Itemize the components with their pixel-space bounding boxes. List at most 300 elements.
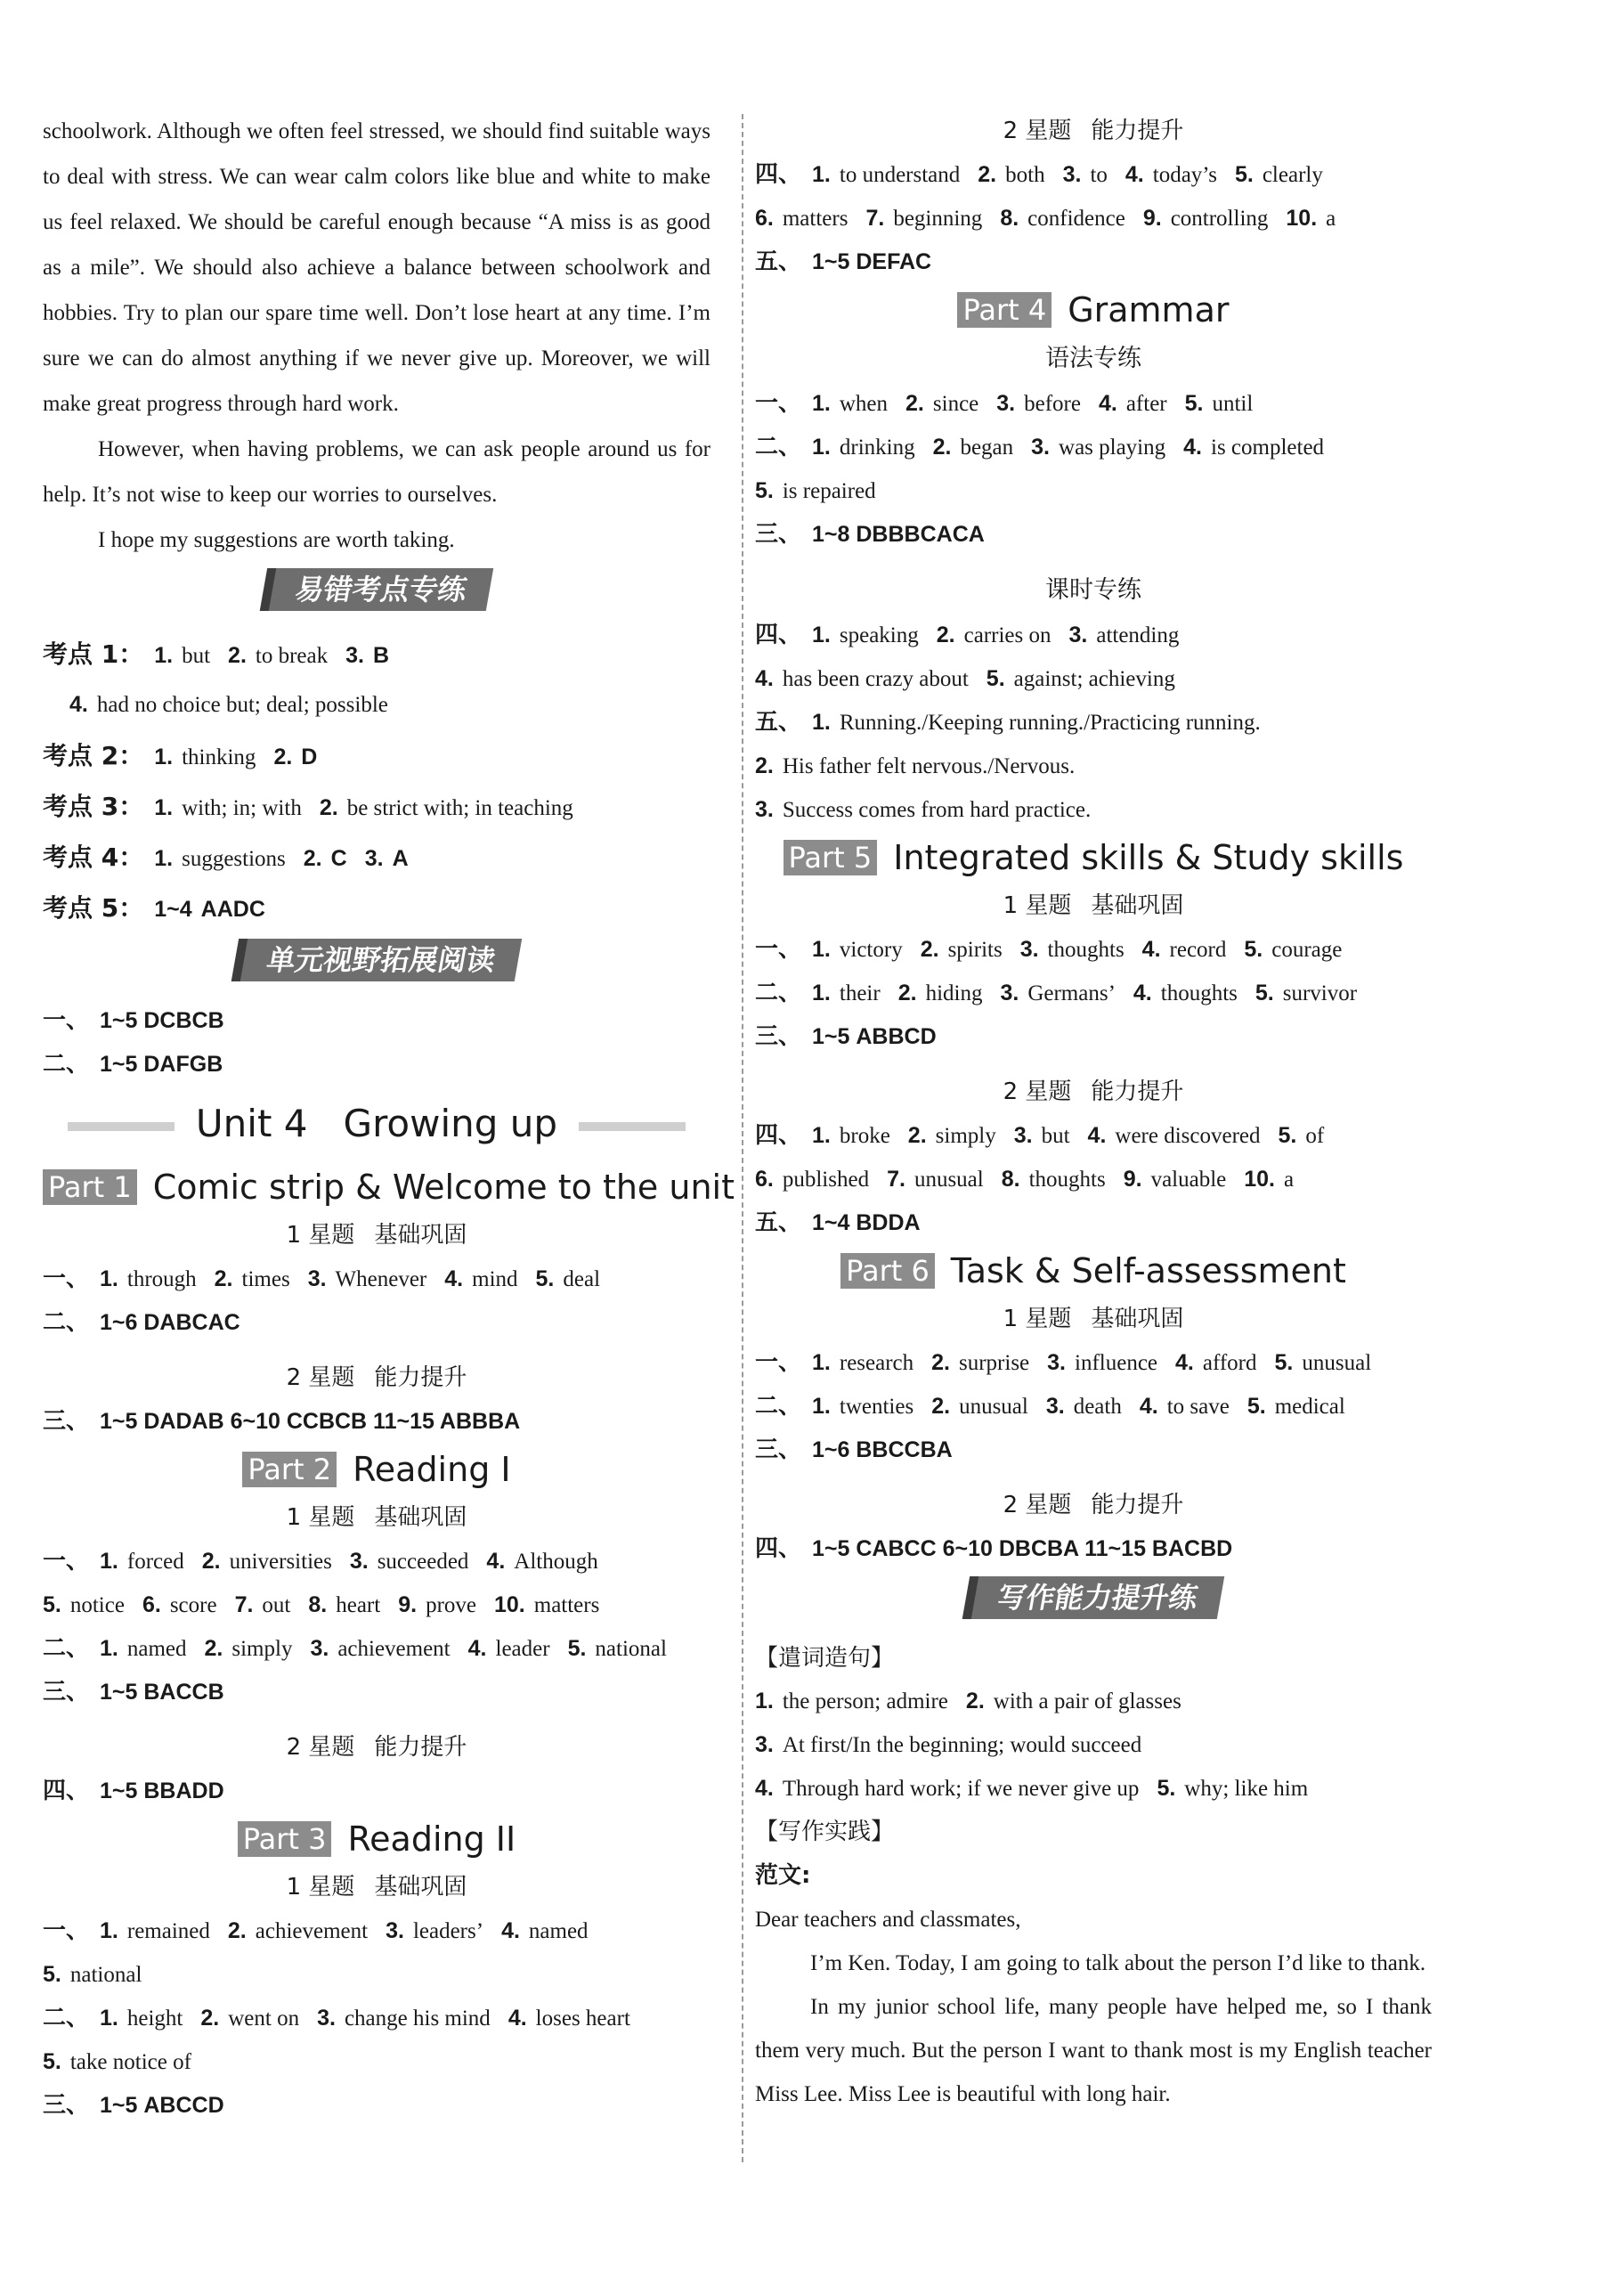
answer-row	[43, 2084, 710, 2128]
item-answer: drinking	[839, 435, 915, 460]
item-answer: mind	[472, 1267, 518, 1291]
part-tag: Part 1	[43, 1169, 137, 1205]
banner-yicuo: 易错考点专练	[260, 568, 493, 611]
part-heading	[43, 1813, 710, 1865]
star-level-label: 1 星题	[1003, 892, 1072, 919]
star-level	[43, 1213, 710, 1258]
item-number: 1~4	[154, 897, 192, 922]
spacer	[43, 1714, 710, 1725]
item-answer: thoughts	[1047, 938, 1125, 962]
row-label: 一、	[755, 1349, 802, 1376]
answer-row	[43, 999, 710, 1043]
answer-row	[755, 240, 1432, 284]
item-answer: carries on	[963, 623, 1052, 647]
item-number: 10.	[1244, 1167, 1276, 1192]
item-answer: Whenever	[335, 1267, 427, 1291]
answer-row	[43, 1043, 710, 1087]
part-title: Reading II	[347, 1819, 516, 1859]
item-number: 3.	[349, 1549, 369, 1574]
row-label: 四、	[755, 161, 802, 188]
qianci-title: 【遣词造句】	[755, 1645, 895, 1672]
row-label: 一、	[755, 390, 802, 417]
item-number: 6.	[142, 1592, 161, 1617]
answer-row	[755, 701, 1432, 745]
row-label: 五、	[755, 248, 802, 275]
item-answer: with a pair of glasses	[993, 1689, 1181, 1713]
part-title: Task & Self-assessment	[950, 1251, 1346, 1290]
answer-row	[755, 657, 1432, 701]
item-answer: universities	[229, 1550, 332, 1574]
item-answer: AADC	[200, 897, 265, 922]
star-level-name: 能力提升	[374, 1364, 467, 1391]
item-number: 1.	[812, 710, 831, 735]
item-answer: matters	[533, 1593, 600, 1617]
row-label: 二、	[43, 1309, 90, 1336]
item-answer: take notice of	[69, 2050, 191, 2074]
star-level-name: 能力提升	[1091, 118, 1184, 144]
answer-key: 1~5 BBADD	[100, 1778, 224, 1803]
row-label: 三、	[43, 1408, 90, 1435]
answer-row	[43, 1997, 710, 2040]
star-level-label: 1 星题	[1003, 1306, 1072, 1332]
part-tag: Part 2	[242, 1452, 337, 1487]
item-number: 2.	[931, 1394, 951, 1419]
star-level-label: 2 星题	[1003, 118, 1072, 144]
item-answer: change his mind	[344, 2006, 491, 2031]
answer-row	[43, 1540, 710, 1583]
item-answer: named	[126, 1637, 187, 1661]
row-label: 考点 4：	[43, 842, 144, 872]
answer-row	[43, 1400, 710, 1444]
item-answer: unusual	[1302, 1351, 1372, 1375]
banner-xiezuo: 写作能力提升练	[962, 1576, 1224, 1619]
item-answer: but	[1041, 1124, 1070, 1148]
item-answer: of	[1305, 1124, 1325, 1148]
row-label: 考点 1：	[43, 639, 144, 669]
row-label: 三、	[755, 1023, 802, 1050]
item-answer: medical	[1274, 1395, 1345, 1419]
fanwen-paragraph: I’m Ken. Today, I am going to talk about the person I’d like to thank.	[810, 1951, 1426, 1975]
item-number: 7.	[865, 206, 885, 231]
item-number: 5.	[1184, 391, 1204, 416]
item-answer: loses heart	[535, 2006, 630, 2031]
item-number: 2.	[905, 391, 924, 416]
item-answer: is completed	[1211, 435, 1325, 460]
item-number: 4.	[69, 692, 88, 717]
item-answer: a	[1326, 207, 1336, 231]
item-number: 5.	[1274, 1350, 1294, 1375]
answer-key: 1~5 DEFAC	[812, 249, 932, 274]
item-answer: began	[960, 435, 1014, 460]
item-number: 4.	[1133, 981, 1152, 1005]
item-answer: is repaired	[782, 479, 876, 503]
item-number: 4.	[1125, 162, 1144, 187]
item-answer: deal	[563, 1267, 601, 1291]
row-label: 三、	[43, 1679, 90, 1705]
item-number: 5.	[535, 1266, 555, 1291]
star-level	[43, 1865, 710, 1909]
item-number: 4.	[1183, 435, 1202, 460]
part-title: Comic strip & Welcome to the unit	[152, 1168, 735, 1207]
item-number: 1.	[812, 937, 831, 962]
item-answer: valuable	[1150, 1168, 1227, 1192]
item-number: 3.	[1000, 981, 1019, 1005]
item-answer: spirits	[947, 938, 1003, 962]
item-answer: remained	[126, 1919, 210, 1943]
row-label: 一、	[43, 1548, 90, 1575]
part-title: Reading I	[353, 1450, 511, 1489]
item-answer: simply	[935, 1124, 996, 1148]
answer-row	[755, 1015, 1432, 1059]
item-number: 6.	[755, 1167, 774, 1192]
answer-row	[755, 614, 1432, 657]
item-answer: after	[1125, 392, 1167, 416]
answer-row	[43, 629, 710, 680]
answer-key: 1~5 ABCCD	[100, 2093, 224, 2118]
answer-row	[755, 513, 1432, 557]
essay-paragraph: However, when having problems, we can ask people around us for help. It’s not wise to keep our worries to ourselves.	[43, 437, 710, 507]
item-number: 2.	[897, 981, 917, 1005]
answer-row	[755, 153, 1432, 197]
answer-row	[43, 2040, 710, 2084]
answer-key: 1~5 DADAB 6~10 CCBCB 11~15 ABBBA	[100, 1409, 521, 1434]
row-label: 一、	[43, 1917, 90, 1944]
part3-section	[43, 1813, 710, 2128]
banner-yuedu: 单元视野拓展阅读	[231, 939, 522, 981]
item-number: 3.	[1062, 162, 1082, 187]
part-tag: Part 4	[957, 292, 1052, 328]
item-number: 1.	[812, 391, 831, 416]
item-number: 8.	[308, 1592, 328, 1617]
star-level	[43, 1355, 710, 1400]
item-answer: national	[595, 1637, 667, 1661]
answer-row	[755, 1723, 1432, 1767]
spacer	[755, 1059, 1432, 1070]
section-banner	[43, 939, 710, 994]
item-answer: Through hard work; if we never give up	[782, 1777, 1140, 1801]
row-label: 三、	[755, 521, 802, 548]
item-number: 2.	[755, 753, 774, 778]
item-number: 3.	[755, 797, 774, 822]
item-number: 4.	[486, 1549, 506, 1574]
answer-row	[43, 1301, 710, 1345]
item-answer: through	[126, 1267, 197, 1291]
item-number: 5.	[1157, 1776, 1176, 1801]
kaodian-block	[43, 629, 710, 933]
answer-row	[755, 426, 1432, 469]
item-number: 2.	[200, 2006, 220, 2031]
item-number: 1.	[812, 1123, 831, 1148]
item-answer: D	[301, 745, 318, 769]
answer-key: 1~8 DBBBCACA	[812, 522, 985, 547]
item-number: 2.	[227, 1918, 247, 1943]
item-answer: Success comes from hard practice.	[782, 798, 1092, 822]
part-tag: Part 3	[238, 1821, 332, 1857]
item-number: 10.	[493, 1592, 525, 1617]
fanwen-paragraph: In my junior school life, many people have helped me, so I thank them very much. But the person I want to thank most is my English teacher Miss Lee. Miss Lee is beautiful with long hair.	[755, 1995, 1432, 2106]
answer-row	[755, 788, 1432, 832]
title-bar-left	[68, 1122, 175, 1131]
item-number: 1.	[812, 162, 831, 187]
item-number: 1.	[812, 435, 831, 460]
answer-row	[43, 781, 710, 832]
answer-row	[43, 680, 710, 730]
item-number: 3.	[1068, 623, 1088, 647]
item-number: 9.	[1123, 1167, 1142, 1192]
star-level-label: 1 星题	[286, 1504, 355, 1531]
item-answer: clearly	[1262, 163, 1323, 187]
item-answer: twenties	[839, 1395, 914, 1419]
item-number: 4.	[1175, 1350, 1194, 1375]
item-number: 3.	[345, 643, 364, 668]
item-number: 5.	[1244, 937, 1263, 962]
star-level	[755, 1297, 1432, 1341]
item-number: 8.	[1001, 1167, 1020, 1192]
item-number: 3.	[386, 1918, 404, 1943]
part-heading	[755, 832, 1432, 883]
item-number: 2.	[965, 1689, 985, 1713]
item-answer: survivor	[1282, 981, 1358, 1005]
star-level-label: 2 星题	[286, 1734, 355, 1761]
item-number: 2.	[936, 623, 955, 647]
part6-section	[755, 1245, 1432, 1571]
star-level-name: 能力提升	[1091, 1078, 1184, 1105]
answer-row	[755, 1527, 1432, 1571]
part2-section	[43, 1444, 710, 1813]
item-number: 4.	[755, 666, 774, 691]
item-answer: were discovered	[1115, 1124, 1261, 1148]
item-answer: published	[782, 1168, 870, 1192]
row-label: 一、	[43, 1007, 90, 1034]
unit-title	[43, 1087, 710, 1161]
item-answer: confidence	[1027, 207, 1125, 231]
section-banner	[43, 568, 710, 623]
row-label: 四、	[755, 1122, 802, 1149]
row-label: 二、	[755, 1393, 802, 1420]
item-number: 5.	[1278, 1123, 1297, 1148]
answer-key: 1~6 BBCCBA	[812, 1437, 953, 1462]
item-number: 1.	[812, 981, 831, 1005]
item-answer: victory	[839, 938, 903, 962]
item-answer: score	[169, 1593, 217, 1617]
item-number: 3.	[755, 1732, 774, 1757]
item-answer: when	[839, 392, 889, 416]
item-number: 2.	[319, 795, 338, 820]
answer-key: 1~5 ABBCD	[812, 1024, 937, 1049]
star-level	[755, 883, 1432, 928]
answer-key: 1~5 BACCB	[100, 1680, 224, 1705]
item-answer: simply	[231, 1637, 293, 1661]
item-answer: unusual	[914, 1168, 984, 1192]
item-answer: out	[262, 1593, 291, 1617]
item-number: 5.	[1255, 981, 1274, 1005]
answer-row	[43, 1583, 710, 1627]
item-answer: was playing	[1059, 435, 1166, 460]
item-number: 2.	[201, 1549, 221, 1574]
item-answer: afford	[1202, 1351, 1257, 1375]
item-number: 4.	[508, 2006, 527, 2031]
part-heading	[43, 1444, 710, 1495]
star-level	[43, 1495, 710, 1540]
item-number: 4.	[755, 1776, 774, 1801]
star-level-label: 2 星题	[1003, 1492, 1072, 1518]
star-level-name: 基础巩固	[374, 1874, 467, 1901]
star-level-label: 2 星题	[286, 1364, 355, 1391]
item-answer: research	[839, 1351, 914, 1375]
answer-key: 1~5 DCBCB	[100, 1008, 224, 1033]
item-answer: controlling	[1170, 207, 1269, 231]
fanwen-label: 范文:	[755, 1862, 811, 1889]
essay-paragraph: I hope my suggestions are worth taking.	[98, 528, 455, 552]
item-answer: why; like him	[1184, 1777, 1309, 1801]
answer-row	[755, 1158, 1432, 1201]
item-number: 3.	[996, 391, 1016, 416]
item-number: 1.	[154, 795, 174, 820]
part5-section	[755, 832, 1432, 1245]
item-answer: succeeded	[377, 1550, 469, 1574]
item-number: 1.	[154, 643, 174, 668]
row-label: 二、	[43, 1051, 90, 1078]
item-number: 5.	[986, 666, 1005, 691]
row-label: 一、	[43, 1266, 90, 1292]
item-answer: His father felt nervous./Nervous.	[782, 754, 1076, 778]
item-answer: Although	[514, 1550, 598, 1574]
star-level-name: 能力提升	[1091, 1492, 1184, 1518]
item-answer: went on	[228, 2006, 300, 2031]
item-answer: but	[182, 644, 211, 668]
item-answer: has been crazy about	[782, 667, 969, 691]
item-answer: matters	[782, 207, 849, 231]
part-tag: Part 6	[840, 1253, 935, 1289]
item-number: 3.	[364, 846, 384, 871]
answer-row	[755, 745, 1432, 788]
item-answer: thinking	[182, 745, 256, 769]
item-number: 2.	[273, 745, 293, 769]
item-answer: named	[528, 1919, 589, 1943]
item-number: 2.	[303, 846, 322, 871]
item-number: 1.	[755, 1689, 774, 1713]
item-answer: thoughts	[1160, 981, 1238, 1005]
item-answer: today’s	[1152, 163, 1217, 187]
answer-key: 1~6 DABCAC	[100, 1310, 240, 1335]
item-answer: surprise	[959, 1351, 1030, 1375]
section-banner	[755, 1576, 1432, 1632]
item-number: 3.	[310, 1636, 329, 1661]
star-level-label: 1 星题	[286, 1874, 355, 1901]
item-number: 4.	[444, 1266, 464, 1291]
item-answer: before	[1024, 392, 1081, 416]
item-answer: be strict with; in teaching	[346, 796, 573, 820]
item-answer: national	[69, 1963, 142, 1987]
answer-row	[43, 1671, 710, 1714]
item-number: 2.	[228, 643, 247, 668]
answer-key: 1~4 BDDA	[812, 1210, 921, 1235]
star-level-name: 能力提升	[374, 1734, 467, 1761]
item-answer: C	[330, 846, 347, 871]
item-number: 6.	[755, 206, 774, 231]
row-label: 二、	[755, 980, 802, 1006]
answer-key: 1~5 DAFGB	[100, 1052, 223, 1077]
item-number: 5.	[1234, 162, 1254, 187]
qianci-block	[755, 1680, 1432, 1811]
column-divider	[742, 114, 743, 2162]
item-number: 5.	[755, 478, 774, 503]
item-number: 4.	[467, 1636, 487, 1661]
item-answer: courage	[1271, 938, 1343, 962]
row-label: 五、	[755, 709, 802, 736]
spacer	[755, 557, 1432, 567]
row-label: 考点 2：	[43, 741, 144, 770]
row-label: 五、	[755, 1209, 802, 1236]
item-number: 10.	[1286, 206, 1318, 231]
item-answer: influence	[1075, 1351, 1158, 1375]
item-number: 4.	[1098, 391, 1117, 416]
item-number: 5.	[43, 1962, 61, 1987]
item-answer: the person; admire	[782, 1689, 948, 1713]
row-label: 二、	[43, 1635, 90, 1662]
item-answer: to	[1090, 163, 1108, 187]
item-answer: hiding	[925, 981, 983, 1005]
shijian-title: 【写作实践】	[755, 1819, 895, 1845]
item-answer: height	[126, 2006, 183, 2031]
item-number: 2.	[907, 1123, 927, 1148]
row-label: 考点 5：	[43, 893, 144, 923]
yuedu-block	[43, 999, 710, 1087]
row-label: 四、	[43, 1778, 90, 1804]
item-answer: prove	[426, 1593, 476, 1617]
item-number: 4.	[1139, 1394, 1158, 1419]
row-label: 二、	[43, 2005, 90, 2031]
item-answer: achievement	[255, 1919, 369, 1943]
unit-title-text: Unit 4 Growing up	[195, 1102, 558, 1145]
answer-row	[43, 1770, 710, 1813]
item-number: 1.	[100, 2006, 118, 2031]
item-number: 3.	[1045, 1394, 1065, 1419]
star-level-label: 1 星题	[286, 1222, 355, 1249]
sub-heading: 语法专练	[1045, 345, 1141, 372]
item-answer: times	[241, 1267, 290, 1291]
part-heading	[43, 1161, 735, 1213]
part-title: Integrated skills & Study skills	[893, 838, 1404, 877]
answer-row	[755, 197, 1432, 240]
star-level	[755, 1483, 1432, 1527]
item-number: 1.	[812, 1394, 831, 1419]
item-answer: since	[932, 392, 979, 416]
star-level	[755, 1070, 1432, 1114]
item-number: 2.	[932, 435, 952, 460]
item-number: 4.	[1087, 1123, 1107, 1148]
part3-continued	[755, 109, 1432, 284]
item-number: 1.	[100, 1549, 118, 1574]
item-number: 1.	[812, 1350, 831, 1375]
item-answer: forced	[126, 1550, 184, 1574]
answer-row	[755, 1428, 1432, 1472]
item-number: 5.	[43, 2049, 61, 2074]
item-answer: until	[1212, 392, 1254, 416]
answer-row	[43, 1953, 710, 1997]
left-column	[43, 109, 735, 2128]
star-level-name: 基础巩固	[374, 1222, 467, 1249]
item-number: 1.	[154, 846, 174, 871]
star-level-name: 基础巩固	[374, 1504, 467, 1531]
item-number: 2.	[920, 937, 939, 962]
item-number: 4.	[1141, 937, 1161, 962]
item-answer: leader	[495, 1637, 550, 1661]
row-label: 四、	[755, 622, 802, 648]
item-answer: both	[1005, 163, 1045, 187]
item-number: 7.	[887, 1167, 905, 1192]
item-number: 3.	[1019, 937, 1039, 962]
